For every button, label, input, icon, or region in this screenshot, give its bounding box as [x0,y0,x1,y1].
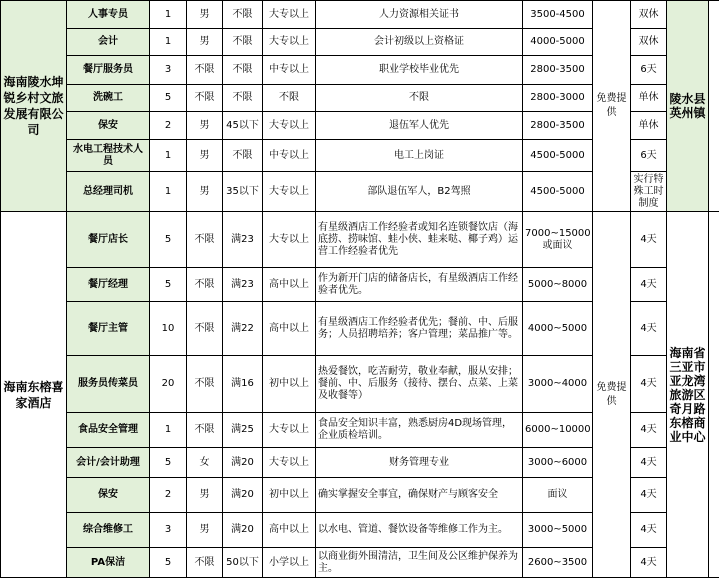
salary-cell: 4000~5000 [523,302,593,356]
gender-cell: 男 [187,172,223,212]
education-cell: 中专以上 [263,140,316,172]
salary-cell: 2800-3500 [523,112,593,140]
salary-cell: 2600~3500 [523,548,593,578]
education-cell: 小学以上 [263,548,316,578]
gender-cell: 男 [187,112,223,140]
position-cell: 食品安全管理 [67,413,150,448]
requirement-cell: 会计初级以上资格证 [316,29,523,56]
salary-cell: 4000-5000 [523,29,593,56]
requirement-cell: 热爱餐饮，吃苦耐劳，敬业奉献，服从安排；餐前、中、后服务（接待、摆台、点菜、上菜及收餐等） [316,356,523,413]
age-cell: 满20 [223,478,263,513]
gender-cell: 男 [187,513,223,548]
position-cell: 综合维修工 [67,513,150,548]
rest-cell: 4天 [631,302,667,356]
rest-cell: 4天 [631,478,667,513]
gender-cell: 男 [187,140,223,172]
gender-cell: 男 [187,29,223,56]
count-cell: 1 [150,413,187,448]
count-cell: 2 [150,112,187,140]
gender-cell: 不限 [187,56,223,85]
rest-cell: 单休 [631,112,667,140]
requirement-cell: 确实掌握安全事宜，确保财产与顾客安全 [316,478,523,513]
rest-cell: 单休 [631,85,667,112]
requirement-cell: 电工上岗证 [316,140,523,172]
age-cell: 35以下 [223,172,263,212]
count-cell: 3 [150,513,187,548]
table-row [1,1,719,29]
age-cell: 满20 [223,513,263,548]
count-cell: 5 [150,85,187,112]
position-cell: 人事专员 [67,1,150,29]
age-cell: 不限 [223,85,263,112]
gender-cell: 不限 [187,548,223,578]
salary-cell: 2800-3000 [523,85,593,112]
position-cell: 保安 [67,478,150,513]
rest-cell: 4天 [631,413,667,448]
education-cell: 初中以上 [263,356,316,413]
gender-cell: 不限 [187,413,223,448]
education-cell: 大专以上 [263,413,316,448]
position-cell: 餐厅主管 [67,302,150,356]
position-cell: 总经理司机 [67,172,150,212]
education-cell: 不限 [263,85,316,112]
education-cell: 大专以上 [263,1,316,29]
benefit-cell: 免费提供 [593,1,631,212]
position-cell: 餐厅经理 [67,268,150,302]
age-cell: 不限 [223,1,263,29]
education-cell: 大专以上 [263,448,316,478]
count-cell: 2 [150,478,187,513]
rest-cell: 4天 [631,356,667,413]
education-cell: 高中以上 [263,513,316,548]
count-cell: 10 [150,302,187,356]
count-cell: 5 [150,548,187,578]
count-cell: 3 [150,56,187,85]
position-cell: 餐厅服务员 [67,56,150,85]
position-cell: 餐厅店长 [67,212,150,268]
education-cell: 大专以上 [263,29,316,56]
education-cell: 大专以上 [263,172,316,212]
rest-cell: 双休 [631,29,667,56]
education-cell: 初中以上 [263,478,316,513]
position-cell: 保安 [67,112,150,140]
requirement-cell: 有星级酒店工作经验者或知名连锁餐饮店（海底捞、捞味馆、蛙小侠、蛙来哒、椰子鸡）运营工作经验者优先 [316,212,523,268]
position-cell: PA保洁 [67,548,150,578]
gender-cell: 不限 [187,85,223,112]
company-name: 海南东榕喜家酒店 [1,212,67,578]
gender-cell: 不限 [187,356,223,413]
salary-cell: 2800-3500 [523,56,593,85]
age-cell: 45以下 [223,112,263,140]
salary-cell: 4500-5000 [523,140,593,172]
count-cell: 1 [150,140,187,172]
count-cell: 5 [150,448,187,478]
requirement-cell: 财务管理专业 [316,448,523,478]
rest-cell: 双休 [631,1,667,29]
rest-cell: 4天 [631,513,667,548]
requirement-cell: 以水电、管道、餐饮设备等维修工作为主。 [316,513,523,548]
salary-cell: 面议 [523,478,593,513]
age-cell: 50以下 [223,548,263,578]
age-cell: 不限 [223,56,263,85]
requirement-cell: 作为新开门店的储备店长，有星级酒店工作经验者优先。 [316,268,523,302]
age-cell: 满23 [223,268,263,302]
salary-cell: 3000~4000 [523,356,593,413]
gender-cell: 男 [187,1,223,29]
requirement-cell: 有星级酒店工作经验者优先；餐前、中、后服务；人员招聘培养；客户管理；菜品推广等。 [316,302,523,356]
requirement-cell: 职业学校毕业优先 [316,56,523,85]
education-cell: 大专以上 [263,212,316,268]
requirement-cell: 食品安全知识丰富，熟悉厨房4D现场管理，企业质检培训。 [316,413,523,448]
position-cell: 会计 [67,29,150,56]
age-cell: 满23 [223,212,263,268]
salary-cell: 6000~10000 [523,413,593,448]
education-cell: 大专以上 [263,112,316,140]
count-cell: 5 [150,212,187,268]
requirement-cell: 人力资源相关证书 [316,1,523,29]
age-cell: 满22 [223,302,263,356]
count-cell: 1 [150,1,187,29]
edge-cell [709,212,719,578]
position-cell: 会计/会计助理 [67,448,150,478]
salary-cell: 3500-4500 [523,1,593,29]
requirement-cell: 以商业街外围清洁，卫生间及公区维护保养为主。 [316,548,523,578]
requirement-cell: 部队退伍军人，B2驾照 [316,172,523,212]
education-cell: 高中以上 [263,268,316,302]
age-cell: 不限 [223,140,263,172]
age-cell: 满20 [223,448,263,478]
rest-cell: 6天 [631,56,667,85]
rest-cell: 6天 [631,140,667,172]
age-cell: 满25 [223,413,263,448]
gender-cell: 不限 [187,212,223,268]
education-cell: 中专以上 [263,56,316,85]
requirement-cell: 退伍军人优先 [316,112,523,140]
table-row [1,212,719,268]
position-cell: 洗碗工 [67,85,150,112]
rest-cell: 4天 [631,268,667,302]
age-cell: 满16 [223,356,263,413]
location-cell: 海南省三亚市亚龙湾旅游区奇月路东榕商业中心 [667,212,709,578]
salary-cell: 5000~8000 [523,268,593,302]
benefit-cell: 免费提供 [593,212,631,578]
salary-cell: 3000~6000 [523,448,593,478]
gender-cell: 不限 [187,268,223,302]
gender-cell: 不限 [187,302,223,356]
position-cell: 服务员传菜员 [67,356,150,413]
rest-cell: 4天 [631,548,667,578]
company-name: 海南陵水坤锐乡村文旅发展有限公司 [1,1,67,212]
gender-cell: 女 [187,448,223,478]
count-cell: 5 [150,268,187,302]
count-cell: 1 [150,29,187,56]
count-cell: 1 [150,172,187,212]
education-cell: 高中以上 [263,302,316,356]
requirement-cell: 不限 [316,85,523,112]
edge-cell [709,1,719,212]
rest-cell: 实行特殊工时制度 [631,172,667,212]
salary-cell: 3000~5000 [523,513,593,548]
rest-cell: 4天 [631,448,667,478]
gender-cell: 男 [187,478,223,513]
salary-cell: 7000~15000或面议 [523,212,593,268]
location-cell: 陵水县英州镇 [667,1,709,212]
count-cell: 20 [150,356,187,413]
rest-cell: 4天 [631,212,667,268]
age-cell: 不限 [223,29,263,56]
position-cell: 水电工程技术人员 [67,140,150,172]
salary-cell: 4500-5000 [523,172,593,212]
